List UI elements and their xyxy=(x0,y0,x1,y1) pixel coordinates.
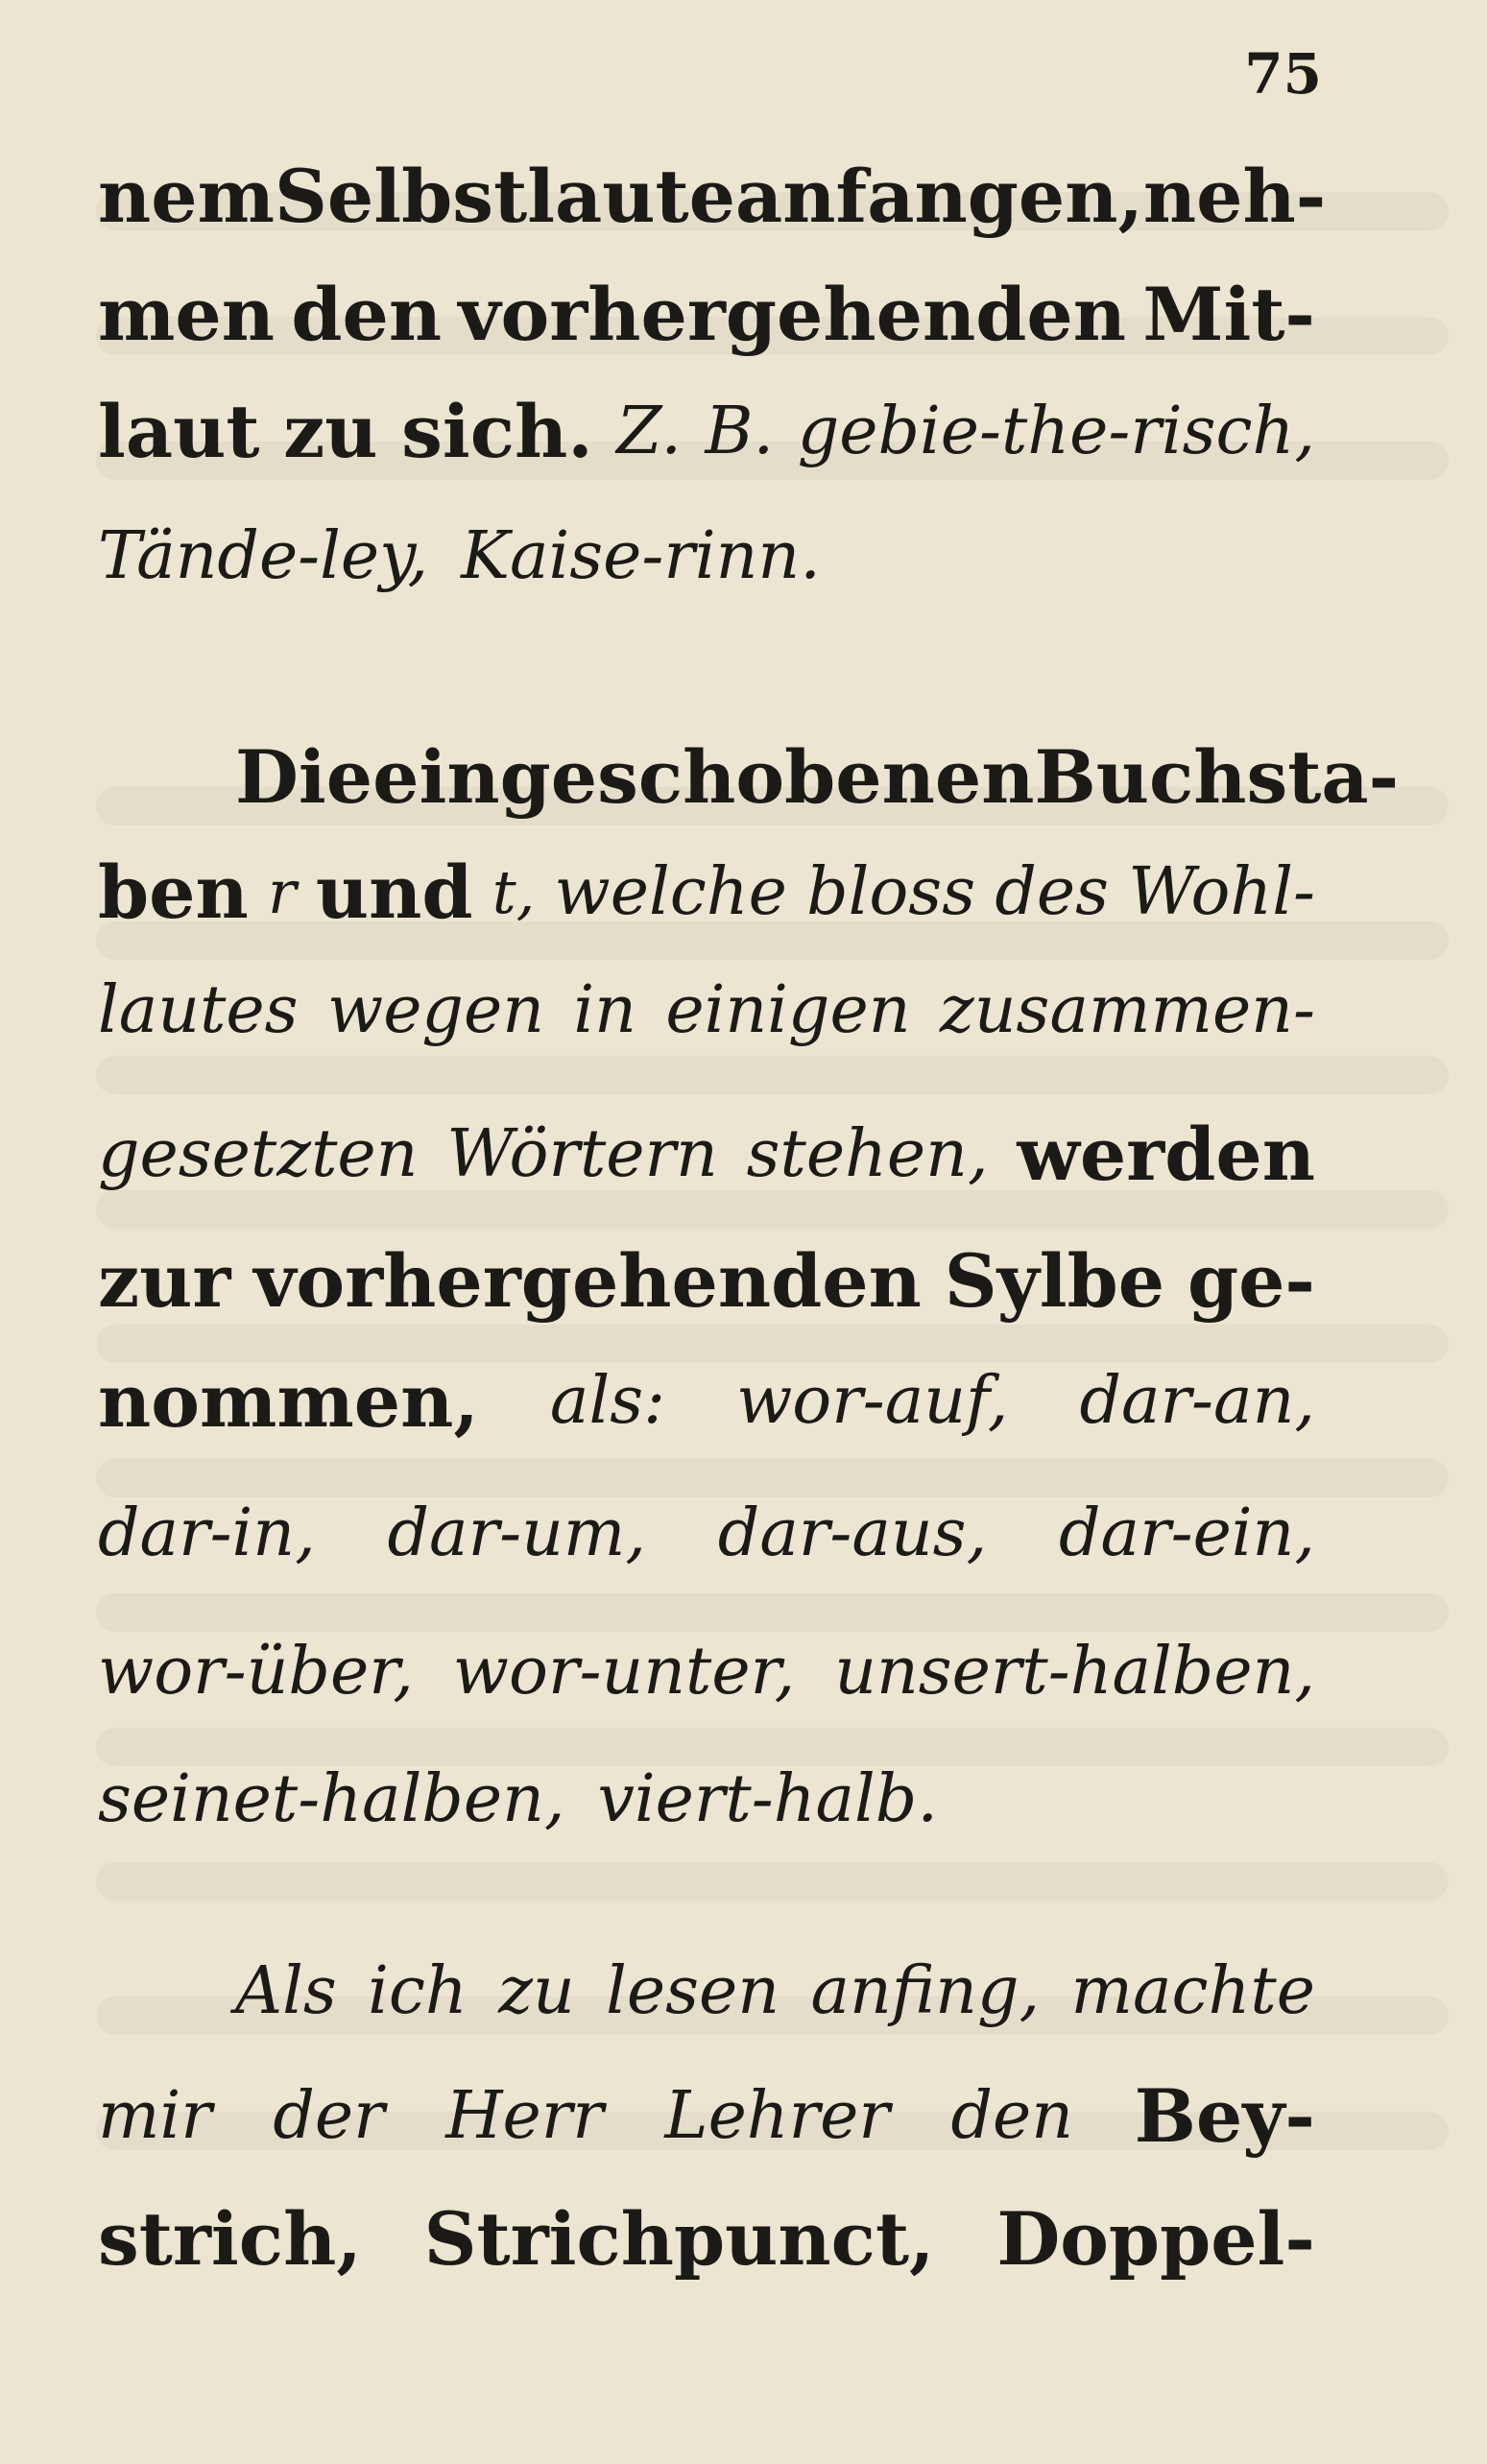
italic-word: viert-halb. xyxy=(597,1761,938,1837)
italic-word: dar-aus, xyxy=(717,1495,988,1571)
text-line xyxy=(235,1944,1315,2040)
word: Die xyxy=(235,734,373,820)
word: anfangen, xyxy=(735,154,1143,239)
italic-word: als: xyxy=(549,1363,666,1439)
italic-word: bloss xyxy=(806,854,976,930)
word: Bey- xyxy=(1134,2073,1315,2159)
text-line xyxy=(98,2191,1315,2287)
italic-word: mir xyxy=(98,2078,212,2154)
italic-word: stehen, xyxy=(746,1116,989,1192)
word: nem xyxy=(98,154,276,239)
word: laut xyxy=(98,389,260,474)
italic-word: wor-unter, xyxy=(452,1634,796,1710)
italic-word: den xyxy=(950,2078,1074,2154)
word: Strichpunct, xyxy=(423,2196,935,2282)
word: eingeschobenen xyxy=(372,734,1035,820)
italic-word: in xyxy=(573,972,636,1048)
text-line xyxy=(98,963,1315,1059)
text-line xyxy=(98,2069,1315,2165)
italic-word: unsert-halben, xyxy=(834,1634,1315,1710)
italic-word: B. xyxy=(705,394,775,469)
word: Sylbe xyxy=(944,1238,1165,1324)
italic-word: dar-ein, xyxy=(1059,1495,1315,1571)
word: Selbstlaute xyxy=(275,154,736,239)
text-line xyxy=(98,384,1315,480)
text-line xyxy=(98,1353,1315,1449)
italic-word: ich xyxy=(368,1953,468,2029)
italic-word: r xyxy=(267,857,297,927)
word: werden xyxy=(1017,1112,1315,1197)
word: zur xyxy=(98,1238,231,1324)
word: strich, xyxy=(98,2196,362,2282)
text-line xyxy=(98,1752,1315,1848)
italic-word: wegen xyxy=(326,972,544,1048)
italic-word: machte xyxy=(1070,1953,1315,2029)
italic-word: lesen xyxy=(606,1953,780,2029)
word: den xyxy=(291,272,443,357)
text-line xyxy=(98,1107,1315,1203)
italic-word: welche xyxy=(554,854,787,930)
italic-word: wor-über, xyxy=(98,1634,414,1710)
text-line xyxy=(98,267,1315,363)
text-line xyxy=(98,1624,1315,1720)
word: Buchsta- xyxy=(1034,734,1400,820)
word: nommen, xyxy=(98,1358,479,1444)
text-line xyxy=(98,1233,1315,1329)
italic-word: seinet-halben, xyxy=(98,1761,565,1837)
text-line xyxy=(98,509,1315,605)
italic-word: dar-um, xyxy=(387,1495,646,1571)
italic-word: gebie-the-risch, xyxy=(797,394,1315,469)
italic-word: einigen xyxy=(665,972,911,1048)
page-number: 75 xyxy=(1244,41,1322,107)
text-line xyxy=(98,1486,1315,1582)
italic-word: Z. xyxy=(616,394,682,469)
italic-word: Lehrer xyxy=(664,2078,890,2154)
word: Doppel- xyxy=(996,2196,1315,2282)
italic-word: anfing, xyxy=(810,1953,1041,2029)
italic-word: Kaise-rinn. xyxy=(461,518,821,594)
italic-word: wor-auf, xyxy=(736,1363,1009,1439)
word: men xyxy=(98,272,276,357)
italic-word: zu xyxy=(498,1953,575,2029)
italic-word: Herr xyxy=(445,2078,604,2154)
italic-word: der xyxy=(273,2078,385,2154)
italic-word: lautes xyxy=(98,972,299,1048)
italic-word: dar-in, xyxy=(98,1495,316,1571)
word: Mit- xyxy=(1142,272,1315,357)
word: vorhergehenden xyxy=(253,1238,922,1324)
text-line xyxy=(98,149,1327,245)
italic-word: zusammen- xyxy=(939,972,1315,1048)
italic-word: Wohl- xyxy=(1128,854,1315,930)
italic-word: Wörtern xyxy=(446,1116,718,1192)
word: und xyxy=(315,849,473,935)
word: ben xyxy=(98,849,249,935)
italic-word: Als xyxy=(235,1953,337,2029)
text-line xyxy=(98,845,1315,941)
word: zu xyxy=(283,389,378,474)
italic-word: Tände-ley, xyxy=(98,518,429,594)
word: neh- xyxy=(1142,154,1327,239)
italic-word: dar-an, xyxy=(1079,1363,1315,1439)
italic-word: gesetzten xyxy=(98,1116,419,1192)
italic-word: des xyxy=(995,854,1109,930)
word: ge- xyxy=(1187,1238,1315,1324)
text-line xyxy=(235,730,1400,825)
word: vorhergehenden xyxy=(458,272,1127,357)
italic-word: t, xyxy=(492,857,536,927)
word: sich. xyxy=(401,389,593,474)
